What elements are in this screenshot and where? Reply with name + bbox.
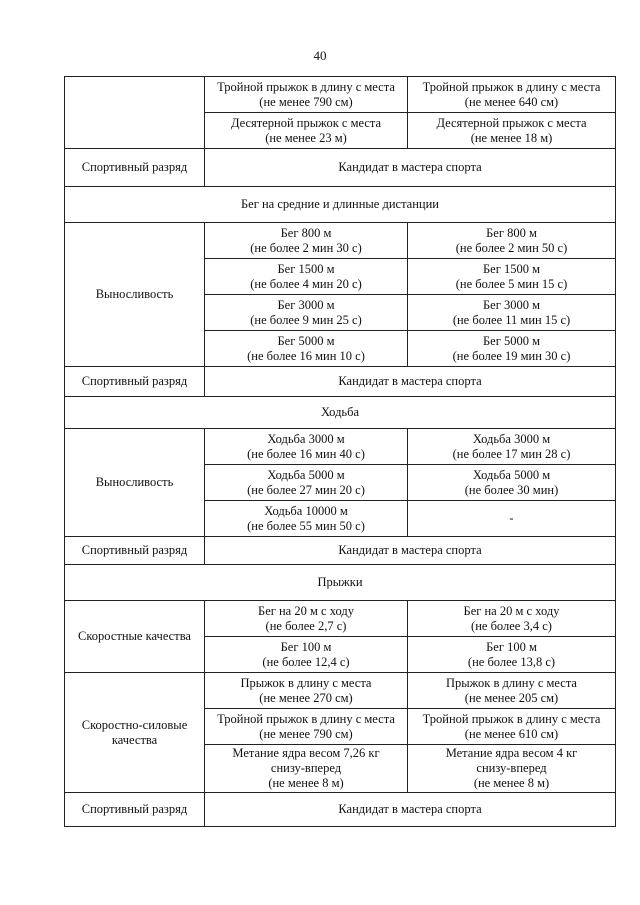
rank-value: Кандидат в мастера спорта (205, 793, 616, 827)
men-standard-cell: Тройной прыжок в длину с места (не менее 790 см) (205, 709, 408, 745)
section-header-row (65, 397, 616, 429)
women-standard-cell: Ходьба 3000 м (не более 17 мин 28 с) (408, 429, 616, 465)
women-standard-cell: Бег 1500 м (не более 5 мин 15 с) (408, 259, 616, 295)
table-row (65, 223, 616, 259)
women-standard-cell: Десятерной прыжок с места (не менее 18 м) (408, 113, 616, 149)
rank-row (65, 149, 616, 187)
empty-quality-cell (65, 77, 205, 149)
women-standard-cell: Тройной прыжок в длину с места (не менее 640 см) (408, 77, 616, 113)
rank-label: Спортивный разряд (65, 149, 205, 187)
men-standard-cell: Бег 100 м (не более 12,4 с) (205, 637, 408, 673)
table-row (65, 429, 616, 465)
women-standard-cell: Прыжок в длину с места (не менее 205 см) (408, 673, 616, 709)
women-standard-cell: Бег 100 м (не более 13,8 с) (408, 637, 616, 673)
quality-label: Выносливость (65, 429, 205, 537)
rank-label: Спортивный разряд (65, 537, 205, 565)
section-title: Прыжки (65, 565, 616, 601)
rank-label: Спортивный разряд (65, 367, 205, 397)
rank-row (65, 793, 616, 827)
men-standard-cell: Бег на 20 м с ходу (не более 2,7 с) (205, 601, 408, 637)
women-standard-cell: Метание ядра весом 4 кг снизу-вперед (не менее 8 м) (408, 745, 616, 793)
women-standard-cell: Бег на 20 м с ходу (не более 3,4 с) (408, 601, 616, 637)
men-standard-cell: Ходьба 5000 м (не более 27 мин 20 с) (205, 465, 408, 501)
standards-table (64, 76, 616, 827)
women-standard-cell: Бег 800 м (не более 2 мин 50 с) (408, 223, 616, 259)
page-number: 40 (313, 48, 327, 63)
table-row (65, 601, 616, 637)
table-row (65, 77, 616, 113)
men-standard-cell: Бег 1500 м (не более 4 мин 20 с) (205, 259, 408, 295)
men-standard-cell: Десятерной прыжок с места (не менее 23 м) (205, 113, 408, 149)
men-standard-cell: Бег 3000 м (не более 9 мин 25 с) (205, 295, 408, 331)
men-standard-cell: Бег 800 м (не более 2 мин 30 с) (205, 223, 408, 259)
men-standard-cell: Прыжок в длину с места (не менее 270 см) (205, 673, 408, 709)
quality-label: Скоростно-силовые качества (65, 673, 205, 793)
rank-label: Спортивный разряд (65, 793, 205, 827)
women-standard-cell: - (408, 501, 616, 537)
table-row (65, 673, 616, 709)
men-standard-cell: Ходьба 10000 м (не более 55 мин 50 с) (205, 501, 408, 537)
women-standard-cell: Бег 3000 м (не более 11 мин 15 с) (408, 295, 616, 331)
women-standard-cell: Ходьба 5000 м (не более 30 мин) (408, 465, 616, 501)
quality-label: Скоростные качества (65, 601, 205, 673)
rank-value: Кандидат в мастера спорта (205, 149, 616, 187)
men-standard-cell: Метание ядра весом 7,26 кг снизу-вперед (не менее 8 м) (205, 745, 408, 793)
rank-value: Кандидат в мастера спорта (205, 537, 616, 565)
women-standard-cell: Тройной прыжок в длину с места (не менее 610 см) (408, 709, 616, 745)
rank-value: Кандидат в мастера спорта (205, 367, 616, 397)
quality-label: Выносливость (65, 223, 205, 367)
rank-row (65, 537, 616, 565)
men-standard-cell: Ходьба 3000 м (не более 16 мин 40 с) (205, 429, 408, 465)
section-title: Ходьба (65, 397, 616, 429)
men-standard-cell: Бег 5000 м (не более 16 мин 10 с) (205, 331, 408, 367)
section-title: Бег на средние и длинные дистанции (65, 187, 616, 223)
section-header-row (65, 187, 616, 223)
men-standard-cell: Тройной прыжок в длину с места (не менее 790 см) (205, 77, 408, 113)
rank-row (65, 367, 616, 397)
women-standard-cell: Бег 5000 м (не более 19 мин 30 с) (408, 331, 616, 367)
section-header-row (65, 565, 616, 601)
